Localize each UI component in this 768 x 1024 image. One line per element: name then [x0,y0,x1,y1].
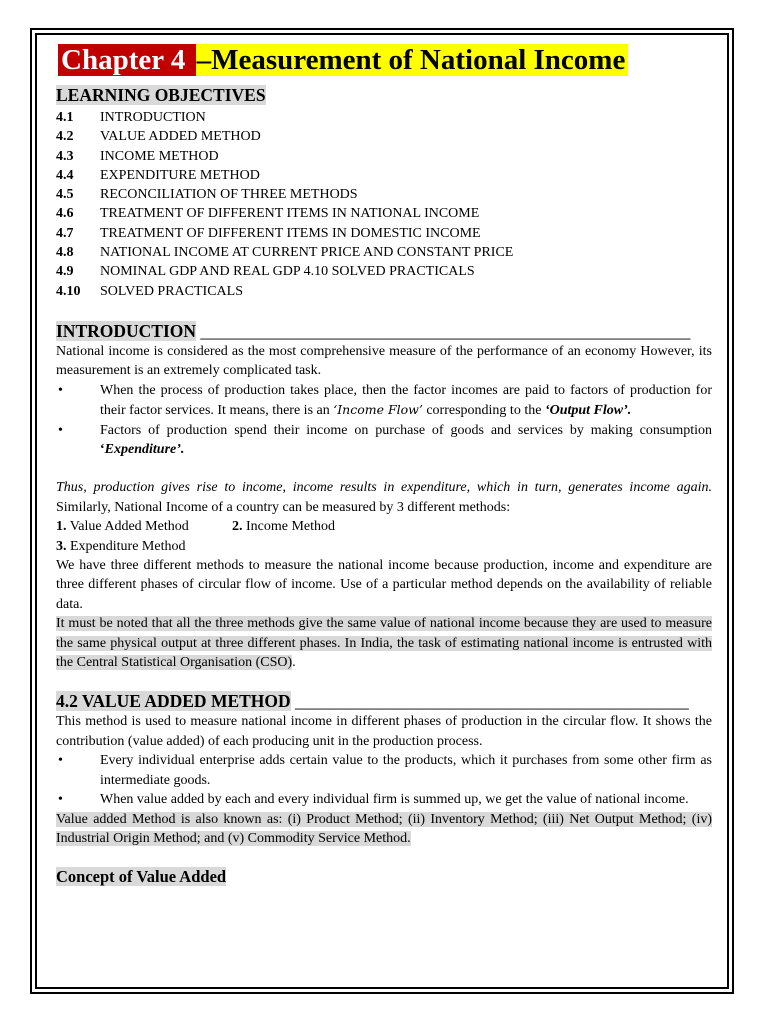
chapter-number: Chapter 4 [58,44,196,76]
list-item: • Every individual enterprise adds certain value to the products, which it purchases from some other firm as intermediate goods. [56,751,712,790]
objectives-list [56,108,712,301]
introduction-section [56,321,712,673]
list-item: • Factors of production spend their income on purchase of goods and services by making consumption ‘Expenditure’. [56,421,712,460]
methods-list: 1. Value Added Method 2. Income Method [56,519,336,535]
list-item: 4.4 EXPENDITURE METHOD [56,167,260,183]
document-body [56,43,712,887]
list-item: 4.8 NATIONAL INCOME AT CURRENT PRICE AND CONSTANT PRICE [56,245,514,261]
list-item: • When value added by each and every individual firm is summed up, we get the value of national income. [56,790,712,809]
learning-objectives-section [56,85,712,301]
list-item: 4.7 TREATMENT OF DIFFERENT ITEMS IN DOMESTIC INCOME [56,225,481,241]
intro-paragraph-3: We have three different methods to measure the national income because production, income and expenditure are three different phases of circular flow of income. Use of a particular method depends on the availability of reliable data. [56,558,712,612]
list-item: 4.6 TREATMENT OF DIFFERENT ITEMS IN NATIONAL INCOME [56,206,480,222]
list-item: 4.9 NOMINAL GDP AND REAL GDP 4.10 SOLVED PRACTICALS [56,264,475,280]
introduction-heading: INTRODUCTION ________________________________________________________ [56,320,691,341]
intro-bullets [56,381,712,460]
concept-heading: Concept of Value Added [56,867,227,887]
heading-rule: _____________________________________________ [295,691,689,712]
learning-objectives-heading: LEARNING OBJECTIVES [56,85,266,105]
value-added-heading: 4.2 VALUE ADDED METHOD _____________________________________________ [56,691,689,712]
list-item: 4.1 INTRODUCTION [56,110,206,125]
methods-list-row-2: 3. Expenditure Method [56,538,186,554]
list-item: 4.5 RECONCILIATION OF THREE METHODS [56,187,358,203]
value-added-bullets [56,751,712,809]
list-item: • When the process of production takes place, then the factor incomes are paid to factors of production for their factor services. It means, there is an ‘Income Flow’ corresponding to the ‘Output Flow’. [56,381,712,421]
intro-paragraph: National income is considered as the most comprehensive measure of the performance of an economy However, its measurement is an extremely complicated task. [56,343,712,379]
chapter-title [58,43,712,77]
list-item: 4.2 VALUE ADDED METHOD [56,129,261,145]
value-added-section [56,691,712,887]
list-item: 4.10 SOLVED PRACTICALS [56,283,244,299]
list-item: 4.3 INCOME METHOD [56,148,219,164]
intro-highlight-paragraph: It must be noted that all the three methods give the same value of national income because they are used to measure the same physical output at three different phases. In India, the task of estimating national income is entrusted with the Central Statistical Organisation (CSO). [56,616,712,671]
intro-paragraph-2: Thus, production gives rise to income, income results in expenditure, which in turn, generates income again. Similarly, National Income of a country can be measured by 3 different methods: [56,480,712,515]
chapter-name: –Measurement of National Income [196,44,629,76]
value-added-highlight-paragraph: Value added Method is also known as: (i) Product Method; (ii) Inventory Method; (iii) Net Output Method; (iv) Industrial Origin Method; and (v) Commodity Service Method. [56,811,712,846]
value-added-paragraph: This method is used to measure national income in different phases of production in the circular flow. It shows the contribution (value added) of each producing unit in the production process. [56,714,712,749]
heading-rule: ________________________________________________________ [200,320,691,341]
